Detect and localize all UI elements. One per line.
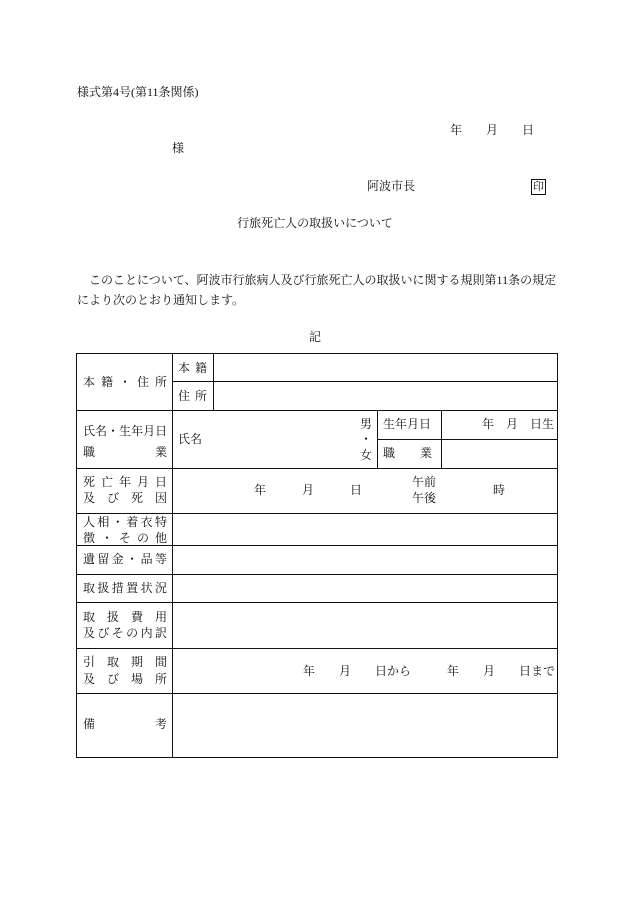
label-char: 籍 <box>100 375 113 389</box>
label-char: 特 <box>154 515 167 529</box>
label-char: 状 <box>140 581 153 595</box>
death-label-line1 <box>83 475 167 489</box>
row-belongings <box>76 545 558 574</box>
label-char: び <box>106 491 119 505</box>
label-char: 及 <box>83 491 96 505</box>
label-char: 考 <box>154 717 167 731</box>
label-char: 相 <box>97 515 110 529</box>
label-char: 留 <box>97 552 110 566</box>
label-char: 間 <box>154 655 167 669</box>
label-char: そ <box>118 531 131 545</box>
body-line-1: このことについて、阿波市行旅病人及び行旅死亡人の取扱いに関する規則第11条の規定 <box>77 273 557 287</box>
name-label: 氏名 <box>178 432 203 446</box>
label-char: そ <box>111 626 124 640</box>
label-char: 住 <box>136 375 149 389</box>
domicile-label <box>83 375 167 389</box>
label-char: ・ <box>118 375 131 389</box>
death-date: 年 月 日 <box>254 483 363 497</box>
label-char: 徴 <box>83 531 96 545</box>
honseki-label <box>178 361 207 375</box>
label-char: 措 <box>111 581 124 595</box>
table-rule <box>76 757 558 758</box>
death-am: 午前 <box>412 475 437 489</box>
label-char: 因 <box>154 491 167 505</box>
belongings-label <box>83 552 167 566</box>
identity-label-line2 <box>83 445 167 459</box>
appearance-label-line2 <box>83 531 167 545</box>
label-char: 扱 <box>97 581 110 595</box>
ki-heading: 記 <box>308 330 321 344</box>
label-char: 所 <box>154 375 167 389</box>
death-pm: 午後 <box>412 491 437 505</box>
label-char: ・ <box>111 515 124 529</box>
label-char: 死 <box>130 491 143 505</box>
appearance-label-line1 <box>83 515 167 529</box>
label-char: 遺 <box>83 552 96 566</box>
label-char: 取 <box>83 581 96 595</box>
sender-name: 阿波市長 <box>367 179 416 193</box>
label-char: 扱 <box>106 610 119 624</box>
label-char: ・ <box>126 552 139 566</box>
row-handling <box>76 574 558 602</box>
label-char: 他 <box>154 531 167 545</box>
label-char: 所 <box>194 389 207 403</box>
notification-table <box>76 353 558 758</box>
label-char: 生 <box>119 424 132 438</box>
pickup-label-line2 <box>83 672 167 686</box>
label-char: 亡 <box>100 475 113 489</box>
label-char: 本 <box>178 361 191 375</box>
label-char: 費 <box>130 610 143 624</box>
label-char: 死 <box>83 475 96 489</box>
label-char: び <box>106 672 119 686</box>
label-char: 及 <box>83 672 96 686</box>
label-char: 衣 <box>140 515 153 529</box>
label-char: 月 <box>136 475 149 489</box>
label-char: 金 <box>111 552 124 566</box>
birth-date-value: 年 月 日生 <box>482 417 555 431</box>
label-char: 籍 <box>194 361 207 375</box>
death-hour: 時 <box>493 483 506 497</box>
label-char: 人 <box>83 515 96 529</box>
label-char: 訳 <box>154 626 167 640</box>
row-remarks <box>76 693 558 757</box>
row-domicile <box>76 353 558 410</box>
address-label <box>178 389 207 403</box>
pickup-period: 年 月 日から 年 月 日まで <box>303 664 556 678</box>
document-title: 行旅死亡人の取扱いについて <box>237 216 393 230</box>
sex-female: 女 <box>360 448 373 462</box>
label-char: ・ <box>107 424 120 438</box>
label-char: 況 <box>154 581 167 595</box>
pickup-label-line1 <box>83 655 167 669</box>
label-char: の <box>136 531 149 545</box>
date-line: 年 月 日 <box>450 123 535 137</box>
label-char: 年 <box>131 424 144 438</box>
label-char: 業 <box>419 446 432 460</box>
label-char: 期 <box>130 655 143 669</box>
row-death <box>76 468 558 513</box>
label-char: ・ <box>100 531 113 545</box>
handling-label <box>83 581 167 595</box>
row-cost <box>76 602 558 648</box>
row-appearance <box>76 513 558 545</box>
label-char: 本 <box>83 375 96 389</box>
label-char: 名 <box>95 424 108 438</box>
cost-label-line2 <box>83 626 167 640</box>
label-char: 引 <box>83 655 96 669</box>
label-char: 氏 <box>83 424 96 438</box>
label-char: 年 <box>118 475 131 489</box>
label-char: 品 <box>140 552 153 566</box>
label-char: 取 <box>83 610 96 624</box>
remarks-label <box>83 717 167 731</box>
occupation-label <box>383 446 432 460</box>
birth-date-label: 生年月日 <box>383 417 432 431</box>
label-char: 日 <box>154 475 167 489</box>
addressee-suffix: 様 <box>172 141 185 155</box>
label-char: 職 <box>83 445 96 459</box>
label-char: 内 <box>140 626 153 640</box>
label-char: 日 <box>155 424 168 438</box>
sex-separator: ・ <box>360 432 373 446</box>
row-pickup <box>76 648 558 693</box>
cost-label-line1 <box>83 610 167 624</box>
label-char: 住 <box>178 389 191 403</box>
body-line-2: により次のとおり通知します。 <box>77 293 245 307</box>
label-char: 取 <box>106 655 119 669</box>
label-char: 業 <box>154 445 167 459</box>
label-char: 所 <box>154 672 167 686</box>
label-char: 着 <box>126 515 139 529</box>
label-char: 置 <box>126 581 139 595</box>
label-char: 備 <box>83 717 96 731</box>
label-char: 及 <box>83 626 96 640</box>
label-char: 用 <box>154 610 167 624</box>
label-char: 等 <box>154 552 167 566</box>
form-number: 様式第4号(第11条関係) <box>77 85 199 99</box>
label-char: の <box>126 626 139 640</box>
label-char: 場 <box>130 672 143 686</box>
label-char: 月 <box>143 424 156 438</box>
label-char: 職 <box>383 446 396 460</box>
identity-label-line1 <box>83 424 167 438</box>
sex-male: 男 <box>360 417 373 431</box>
label-char: び <box>97 626 110 640</box>
seal-mark: 印 <box>533 181 544 193</box>
death-label-line2 <box>83 491 167 505</box>
row-identity <box>76 410 558 468</box>
